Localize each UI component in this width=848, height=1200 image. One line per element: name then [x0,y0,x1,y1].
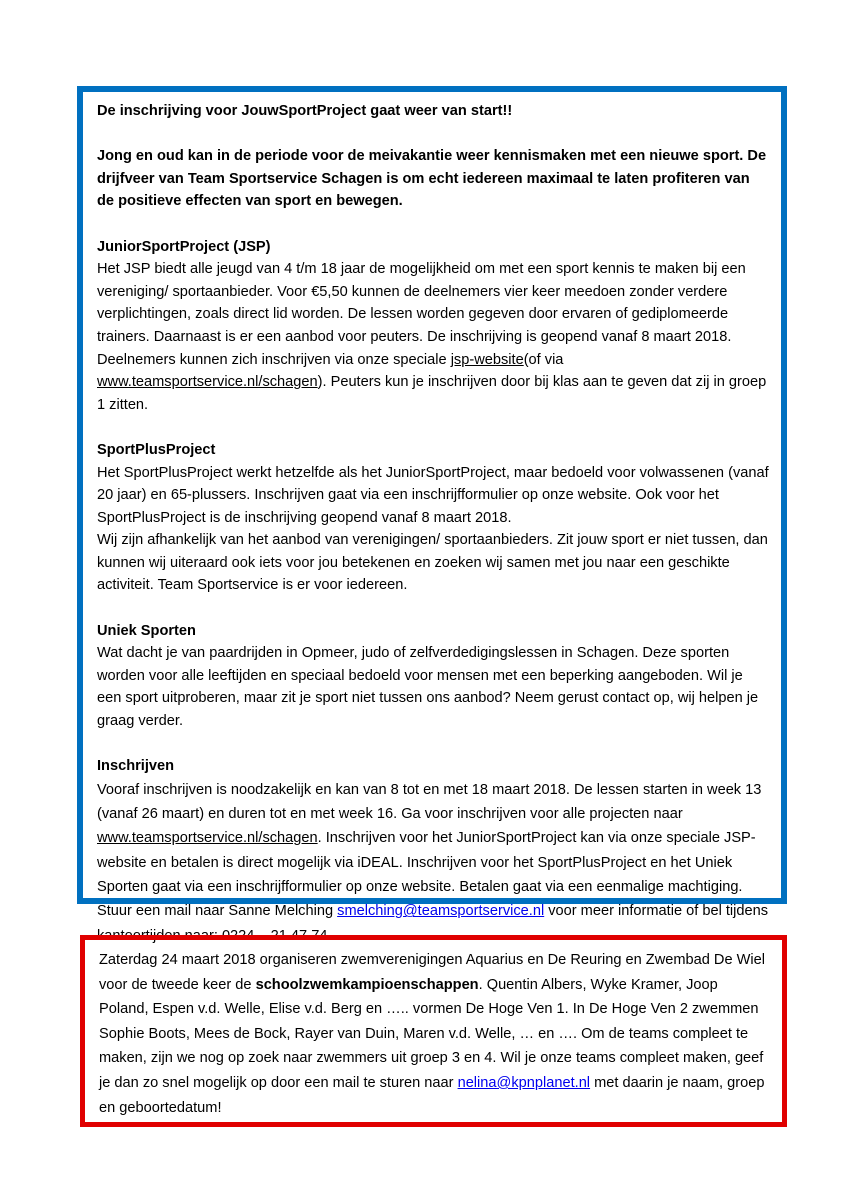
jsp-website-link[interactable]: jsp-website [450,351,524,368]
swim-text-middle: . Quentin Albers, Wyke Kramer, Joop Poland, Espen v.d. Welle, Elise v.d. Berg en ….. vormen De Hoge Ven 1. In De Hoge Ven 2 zwemmen Sophie Boots, Mees de Bock, Rayer van Duin, Maren v.d. Welle, … en …. Om de teams compleet te maken, zijn we nog op zoek naar zwemmers uit groep 3 en 4. Wil je onze teams compleet maken, geef je dan zo snel mogelijk op door een mail te sturen naar [99,976,764,1091]
uniek-title: Uniek Sporten [97,622,196,639]
spp-paragraph-2: Wij zijn afhankelijk van het aanbod van verenigingen/ sportaanbieders. Zit jouw sport er niet tussen, dan kunnen wij uiteraard ook iets voor jou betekenen en zoeken wij samen met jou naar een geschikte activiteit. Team Sportservice is er voor iedereen. [97,532,768,594]
inschrijven-text-middle: . Inschrijven voor het JuniorSportProject kan via onze speciale JSP-website en betalen is direct mogelijk via iDEAL. Inschrijven voor het SportPlusProject en het Uniek Sporten gaat via een inschrijfformulier op onze website. Betalen gaat via een eenmalige machtiging. Stuur een mail naar Sanne Melching [97,830,756,920]
nelina-email-link[interactable]: nelina@kpnplanet.nl [457,1074,591,1091]
sanne-email-link[interactable]: smelching@teamsportservice.nl [337,903,545,920]
jsp-text-middle: (of via [523,351,564,368]
spp-title: SportPlusProject [97,441,216,458]
swim-text-before: Zaterdag 24 maart 2018 organiseren zwemverenigingen Aquarius en De Reuring en Zwembad De Wiel voor de tweede keer de [99,952,766,993]
jsp-paragraph [97,258,769,416]
jsp-title: JuniorSportProject (JSP) [97,238,271,255]
teamsportservice-link-2[interactable]: www.teamsportservice.nl/schagen [97,830,318,847]
teamsportservice-link[interactable]: www.teamsportservice.nl/schagen [97,374,318,391]
inschrijven-text-before: Vooraf inschrijven is noodzakelijk en kan van 8 tot en met 18 maart 2018. De lessen starten in week 13 (vanaf 26 maart) en duren tot en met week 16. Ga voor inschrijven voor alle projecten naar [97,781,762,823]
inschrijven-text-after: voor meer informatie of bel tijdens kantoortijden naar: 0224 – 21 47 74. [97,903,769,944]
jsp-text-after: ). Peuters kun je inschrijven door bij klas aan te geven dat zij in groep 1 zitten. [97,374,767,413]
sportproject-announcement-box [77,86,787,944]
inschrijven-title: Inschrijven [97,758,175,775]
headline: De inschrijving voor JouwSportProject gaat weer van start!! [97,103,513,119]
swim-text-after: met daarin je naam, groep en geboortedatum! [99,1074,765,1116]
swim-paragraph [99,948,770,1120]
swim-bold-term: schoolzwemkampioenschappen [255,976,479,993]
swim-championship-box [80,935,787,1127]
intro-text: Jong en oud kan in de periode voor de meivakantie weer kennismaken met een nieuwe sport. De drijfveer van Team Sportservice Schagen is om echt iedereen maximaal te laten profiteren van de positieve effecten van sport en bewegen. [97,148,767,210]
uniek-paragraph: Wat dacht je van paardrijden in Opmeer, judo of zelfverdedigingslessen in Schagen. Deze sporten worden voor alle leeftijden en speciaal bedoeld voor mensen met een beperking aangeboden. Wil je een sport uitproberen, maar zit je sport niet tussen ons aanbod? Neem gerust contact op, wij helpen je graag verder. [97,645,759,730]
jsp-text-before: Het JSP biedt alle jeugd van 4 t/m 18 jaar de mogelijkheid om met een sport kennis te maken bij een vereniging/ sportaanbieder. Voor €5,50 kunnen de deelnemers vier keer meedoen zonder verdere verplichtingen, zoals direct lid worden. De lessen worden gegeven door ervaren of gediplomeerde trainers. Daarnaast is er een aanbod voor peuters. De inschrijving is geopend vanaf 8 maart 2018. Deelnemers kunnen zich inschrijven via onze speciale [97,261,746,368]
spp-paragraph-1: Het SportPlusProject werkt hetzelfde als het JuniorSportProject, maar bedoeld voor volwassenen (vanaf 20 jaar) en 65-plussers. Inschrijven gaat via een inschrijfformulier op onze website. Ook voor het SportPlusProject is de inschrijving geopend vanaf 8 maart 2018. [97,464,769,526]
inschrijven-paragraph [97,778,769,948]
